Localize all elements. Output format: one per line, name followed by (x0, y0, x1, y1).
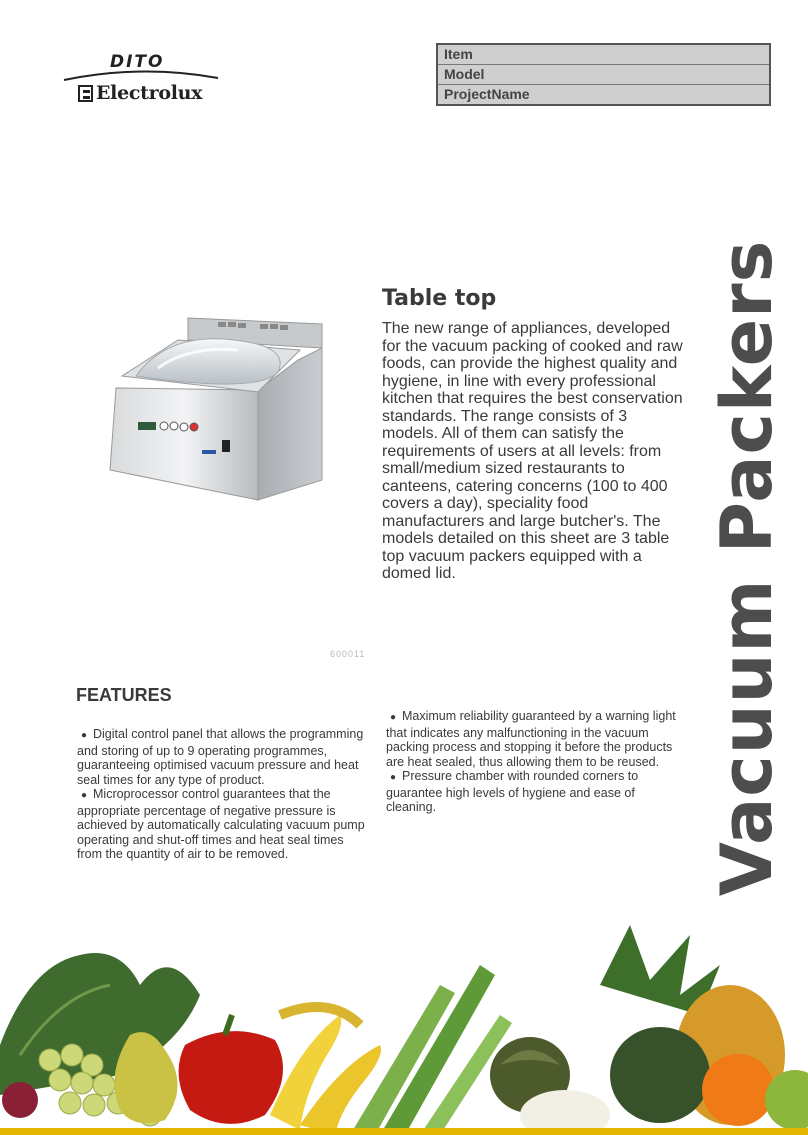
product-code: 600011 (330, 649, 366, 659)
vertical-title-text: Vacuum Packers (706, 239, 788, 896)
feature-item: ● Maximum reliability guaranteed by a warning light that indicates any malfunctioning in the vacuum packing process and stopping it before the products are heat sealed, thus allowing them to be reused. (386, 709, 681, 769)
feature-item: ● Microprocessor control guarantees that the appropriate percentage of negative pressure is achieved by automatically calculating vacuum pump operating and shut-off times and heat seal times from the quantity of air to be removed. (77, 787, 372, 862)
vegetables-banner-image (0, 925, 808, 1135)
dito-wordmark: DITO (110, 52, 165, 72)
electrolux-wordmark: Electrolux (96, 82, 203, 104)
features-heading: FEATURES (76, 685, 172, 705)
intro-paragraph: The new range of appliances, developed for the vacuum packing of cooked and raw foods, can provide the highest quality and hygiene, in line with every professional kitchen that requires the best conservation standards. The range consists of 3 models. All of them can satisfy the requirements of users at all levels: from small/medium sized restaurants to canteens, catering concerns (100 to 400 covers a day), speciality food manufacturers and large butcher's. The models detailed on this sheet are 3 table top vacuum packers equipped with a domed lid. (382, 320, 683, 582)
vacuum-packer-image (108, 310, 328, 510)
features-column-left (77, 727, 372, 862)
info-row-project: ProjectName (444, 86, 530, 102)
info-row-item: Item (438, 45, 769, 65)
feature-item: ● Digital control panel that allows the programming and storing of up to 9 operating programmes, guaranteeing optimised vacuum pressure and heat seal times for any type of product. (77, 727, 372, 787)
vertical-page-title (706, 239, 788, 896)
footer-accent-bar (0, 1128, 808, 1135)
feature-item: ● Pressure chamber with rounded corners to guarantee high levels of hygiene and ease of cleaning. (386, 769, 681, 815)
item-info-box (436, 43, 771, 106)
electrolux-logo (62, 52, 222, 112)
electrolux-mark-icon (78, 85, 93, 102)
logo-swoosh (62, 68, 222, 82)
info-row-model: Model (438, 65, 769, 85)
features-column-right (386, 709, 681, 815)
section-heading-table-top: Table top (382, 286, 497, 311)
